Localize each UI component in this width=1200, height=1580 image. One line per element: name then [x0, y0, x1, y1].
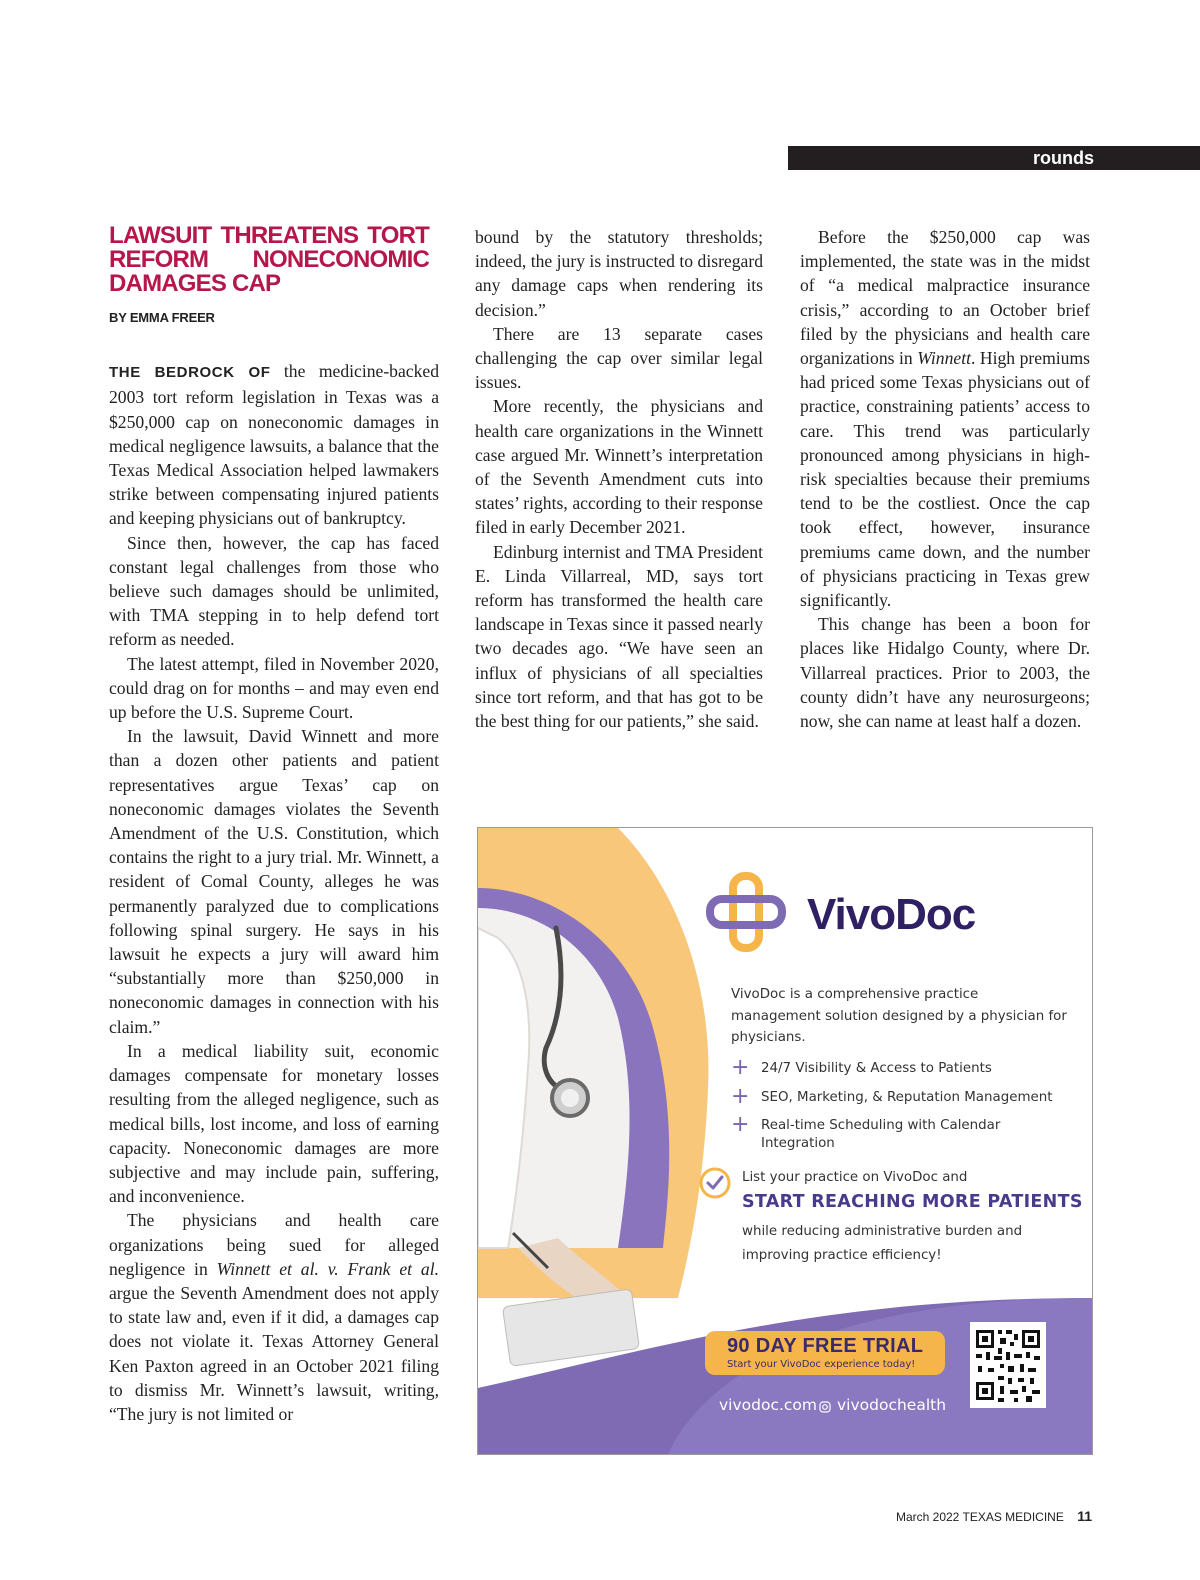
ad-social-handle[interactable]: vivodochealth — [837, 1396, 947, 1414]
publication-name: TEXAS MEDICINE — [962, 1510, 1064, 1524]
checkmark-icon — [698, 1166, 732, 1200]
case-name: Winnett et al. v. Frank et al. — [216, 1258, 439, 1279]
article-column-2 — [475, 225, 763, 733]
paragraph: More recently, the physicians and health care organizations in the Winnett case argued Mr. Winnett’s interpretation of the Seventh Amendment cuts into states’ rights, according to their response filed in early December 2021. — [475, 396, 763, 538]
paragraph: The latest attempt, filed in November 2020, could drag on for months – and may even end up before the U.S. Supreme Court. — [109, 653, 439, 723]
paragraph: In the lawsuit, David Winnett and more than a dozen other patients and patient representatives argue Texas’ cap on noneconomic damages violates the Seventh Amendment of the U.S. Constitution, which contains the right to a jury trial. Mr. Winnett, a resident of Comal County, alleges he was permanently paralyzed due to complications following spinal surgery. He says in his lawsuit he expects a jury will award him “substantially more than $250,000 in noneconomic damages in connection with his claim.” — [109, 726, 439, 1037]
free-trial-subtitle: Start your VivoDoc experience today! — [727, 1359, 916, 1370]
paragraph: The physicians and health care organizations being sued for alleged negligence in Winnett et al. v. Frank et al. argue the Seventh Amendment does not apply to state law and, even if it did, a damages cap does not violate it. Texas Attorney General Ken Paxton agreed in an October 2021 filing to dismiss Mr. Winnett’s lawsuit, writing, “The jury is not limited or — [109, 1210, 439, 1424]
byline: BY EMMA FREER — [109, 310, 215, 325]
page-footer — [896, 1508, 1092, 1524]
ad-feature: + Real-time Scheduling with Calendar Integration — [731, 1112, 1001, 1151]
paragraph: THE BEDROCK OF the medicine-backed 2003 tort reform legislation in Texas was a $250,000 cap on noneconomic damages in medical negligence lawsuits, a balance that the Texas Medical Association helped lawmakers strike between compensating injured patients and keeping physicians out of bankruptcy. — [109, 361, 440, 529]
paragraph: Since then, however, the cap has faced constant legal challenges from those who believe such damages should be unlimited, with TMA stepping in to help defend tort reform as needed. — [109, 532, 439, 650]
ad-intro: VivoDoc is a comprehensive practice management solution designed by a physician for physicians. — [731, 987, 1067, 1045]
article-column-1 — [109, 224, 439, 1426]
vivodoc-advertisement[interactable] — [477, 827, 1093, 1455]
headline: LAWSUIT THREATENS TORT REFORM NONECONOMIC DAMAGES CAP — [109, 222, 429, 297]
free-trial-badge[interactable] — [705, 1331, 945, 1375]
paragraph: There are 13 separate cases challenging the cap over similar legal issues. — [475, 323, 763, 393]
ad-cta-detail: while reducing administrative burden and improving practice efficiency! — [742, 1224, 1023, 1263]
instagram-icon — [819, 1401, 831, 1413]
ad-website-link[interactable]: vivodoc.com — [719, 1396, 818, 1414]
plus-icon: + — [731, 1112, 750, 1137]
article-column-3 — [800, 225, 1090, 733]
section-bar — [788, 146, 1200, 170]
issue-date: March 2022 — [895, 1510, 960, 1524]
paragraph: Before the $250,000 cap was implemented, the state was in the midst of “a medical malpractice insurance crisis,” according to an October brief filed by the physicians and health care organizations in Winnett. High premiums had priced some Texas physicians out of practice, constraining patients’ access to care. This trend was particularly pronounced among physicians in high-risk specialties because their premiums tend to be the costliest. Once the cap took effect, however, insurance premiums came down, and the number of physicians practicing in Texas grew significantly. — [800, 227, 1090, 611]
page-number: 11 — [1077, 1508, 1092, 1524]
plus-icon: + — [731, 1084, 750, 1109]
paragraph: Edinburg internist and TMA President E. Linda Villarreal, MD, says tort reform has transformed the health care landscape in Texas since it passed nearly two decades ago. “We have seen an influx of physicians of all specialties since tort reform, and that has got to be the best thing for our patients,” she said. — [475, 541, 763, 732]
section-label: rounds — [1033, 148, 1094, 168]
ad-brand: VivoDoc — [807, 890, 976, 939]
paragraph: bound by the statutory thresholds; indeed, the jury is instructed to disregard any damage caps when rendering its decision.” — [475, 227, 763, 320]
lead-in: THE BEDROCK OF — [109, 364, 271, 382]
paragraph: In a medical liability suit, economic damages compensate for monetary losses resulting from the alleged negligence, such as medical bills, lost income, and loss of earning capacity. Noneconomic damages are more subjective and may include pain, suffering, and inconvenience. — [109, 1040, 439, 1207]
ad-feature: + 24/7 Visibility & Access to Patients — [731, 1055, 992, 1080]
ad-cta-headline: START REACHING MORE PATIENTS — [742, 1192, 1083, 1212]
plus-icon: + — [731, 1055, 750, 1080]
qr-code[interactable] — [970, 1322, 1046, 1408]
vivodoc-logo-icon — [706, 872, 786, 952]
ad-feature: + SEO, Marketing, & Reputation Management — [731, 1084, 1053, 1109]
free-trial-title: 90 DAY FREE TRIAL — [727, 1335, 924, 1357]
case-name: Winnett — [917, 348, 971, 369]
ad-cta-intro: List your practice on VivoDoc and — [742, 1170, 968, 1185]
paragraph: This change has been a boon for places like Hidalgo County, where Dr. Villarreal practices. Prior to 2003, the county didn’t have any neurosurgeons; now, she can name at least half a dozen. — [800, 614, 1090, 732]
